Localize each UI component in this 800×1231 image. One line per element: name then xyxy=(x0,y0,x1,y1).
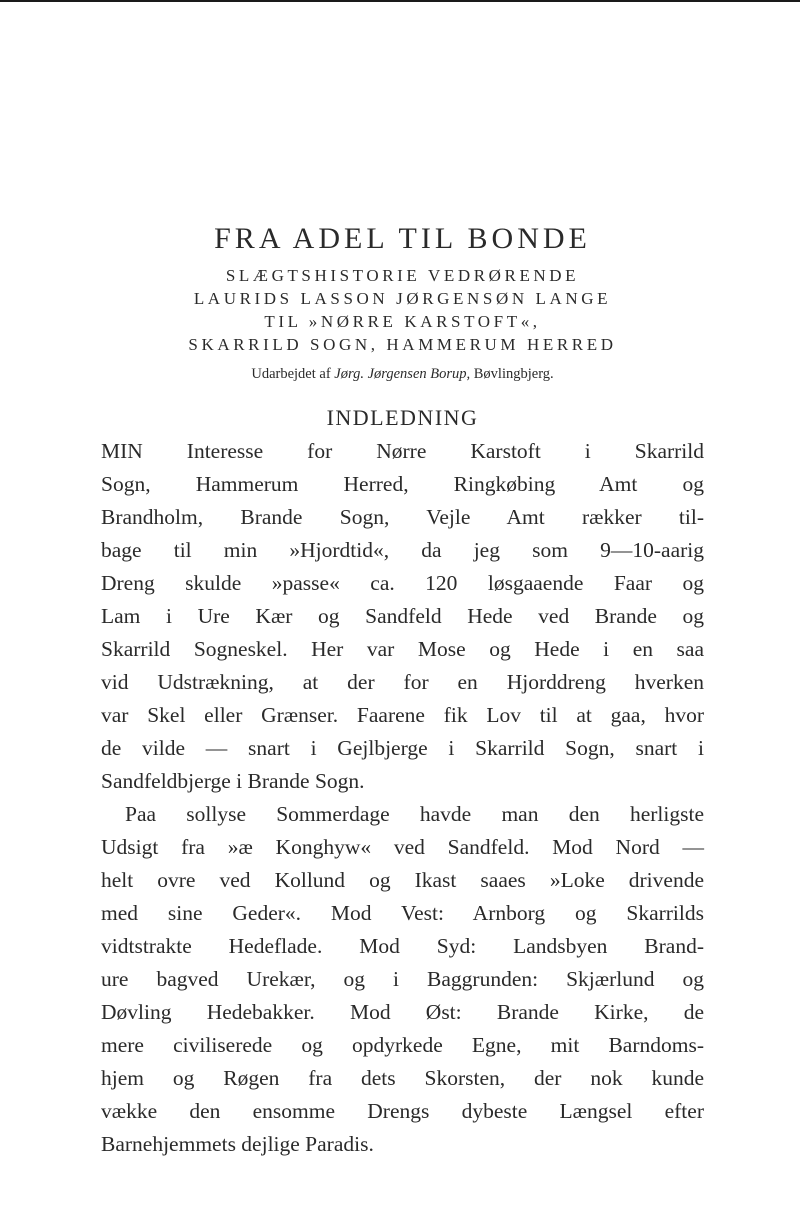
section-heading: INDLEDNING xyxy=(326,405,479,430)
text-line: Lam i Ure Kær og Sandfeld Hede ved Brande og xyxy=(101,604,704,628)
text-line: Udsigt fra »æ Konghyw« ved Sandfeld. Mod Nord — xyxy=(101,835,704,859)
text-line: vidtstrakte Hedeflade. Mod Syd: Landsbyen Brand- xyxy=(101,934,704,958)
subtitle-line: TIL »NØRRE KARSTOFT«, xyxy=(264,312,541,331)
subtitle-line: LAURIDS LASSON JØRGENSØN LANGE xyxy=(193,289,612,308)
subtitle-line: SLÆGTSHISTORIE VEDRØRENDE xyxy=(225,266,580,285)
text-line: helt ovre ved Kollund og Ikast saaes »Loke drivende xyxy=(101,868,704,892)
paragraph-2 xyxy=(101,798,704,1161)
text-line: Døvling Hedebakker. Mod Øst: Brande Kirke, de xyxy=(101,1000,704,1024)
text-line: med sine Geder«. Mod Vest: Arnborg og Skarrilds xyxy=(101,901,704,925)
author-prefix: Udarbejdet af xyxy=(251,366,331,382)
book-page xyxy=(101,222,704,1161)
text-line: Dreng skulde »passe« ca. 120 løsgaaende Faar og xyxy=(101,571,704,595)
author-credit xyxy=(101,366,704,383)
author-name: Jørg. Jørgensen Borup, xyxy=(334,366,471,382)
paragraph-1 xyxy=(101,435,704,798)
text-line: Sogn, Hammerum Herred, Ringkøbing Amt og xyxy=(101,472,704,496)
text-line: MIN Interesse for Nørre Karstoft i Skarrild xyxy=(101,439,704,463)
subtitle-block xyxy=(101,264,704,356)
text-line: bage til min »Hjordtid«, da jeg som 9—10-aarig xyxy=(101,538,704,562)
text-line: Brandholm, Brande Sogn, Vejle Amt rækker til- xyxy=(101,505,704,529)
text-line: var Skel eller Grænser. Faarene fik Lov til at gaa, hvor xyxy=(101,703,704,727)
text-line: vid Udstrækning, at der for en Hjorddreng hverken xyxy=(101,670,704,694)
text-line: Skarrild Sogneskel. Her var Mose og Hede i en saa xyxy=(101,637,704,661)
document-title: FRA ADEL TIL BONDE xyxy=(214,222,591,255)
text-line: Sandfeldbjerge i Brande Sogn. xyxy=(101,769,365,793)
top-edge-rule xyxy=(0,0,800,2)
text-line: Paa sollyse Sommerdage havde man den herligste xyxy=(125,802,704,826)
subtitle-line: SKARRILD SOGN, HAMMERUM HERRED xyxy=(188,335,617,354)
text-line: de vilde — snart i Gejlbjerge i Skarrild Sogn, snart i xyxy=(101,736,704,760)
text-line: Barnehjemmets dejlige Paradis. xyxy=(101,1132,374,1156)
author-place: Bøvlingbjerg. xyxy=(473,366,554,382)
text-line: vække den ensomme Drengs dybeste Længsel efter xyxy=(101,1099,704,1123)
text-line: hjem og Røgen fra dets Skorsten, der nok kunde xyxy=(101,1066,704,1090)
text-line: ure bagved Urekær, og i Baggrunden: Skjærlund og xyxy=(101,967,704,991)
text-line: mere civiliserede og opdyrkede Egne, mit Barndoms- xyxy=(101,1033,704,1057)
